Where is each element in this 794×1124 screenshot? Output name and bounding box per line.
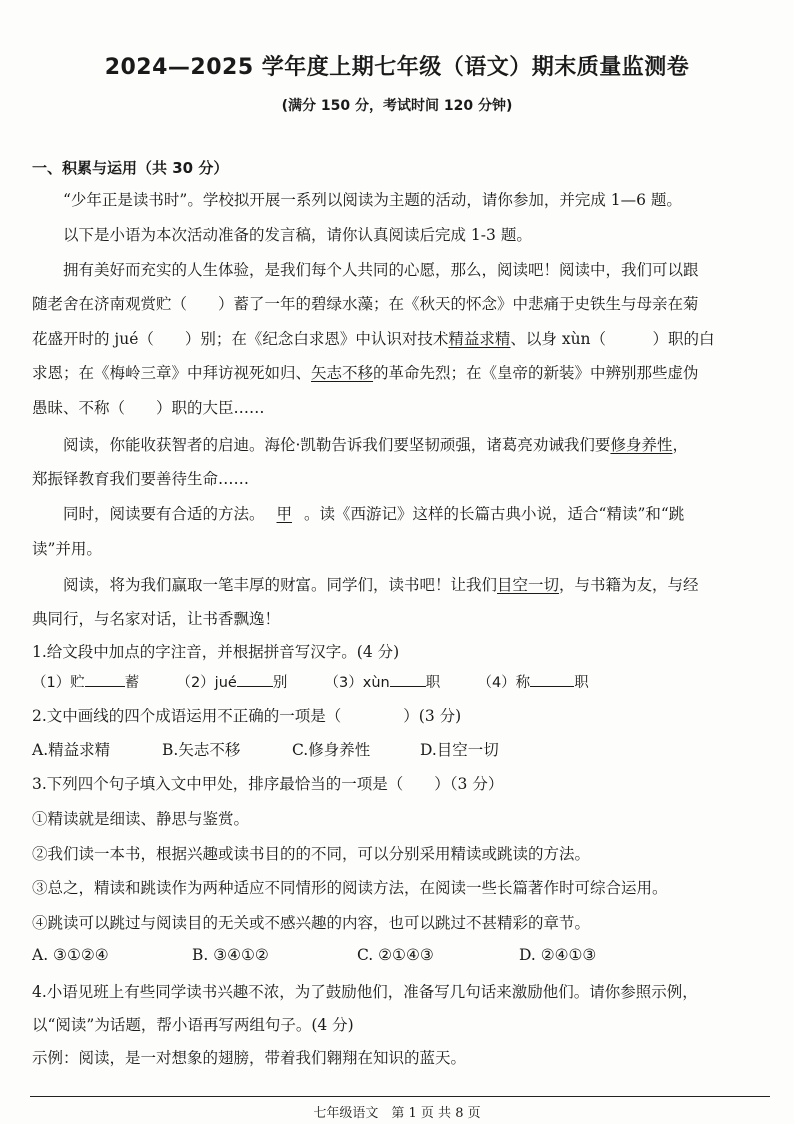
q1-item-2-tail: 别 <box>272 675 288 691</box>
passage-text: 的革命先烈；在《皇帝的新装》中辨别那些虚伪 <box>373 364 699 382</box>
passage-text: 、以身 xùn（ ）职的白 <box>510 330 715 348</box>
passage-text: 。读《西游记》这样的长篇古典小说，适合“精读”和“跳 <box>304 505 685 523</box>
q3-sentence-4: ④跳读可以跳过与阅读目的无关或不感兴趣的内容，也可以跳过不甚精彩的章节。 <box>32 914 591 932</box>
q2-option-b[interactable]: B.矢志不移 <box>162 741 241 759</box>
q1-item-4-label: （4）称 <box>477 675 531 691</box>
question-1-stem: 1.给文段中加点的字注音，并根据拼音写汉字。(4 分) <box>32 643 400 661</box>
passage-p3-line-1 <box>32 504 794 524</box>
q2-option-c[interactable]: C.修身养性 <box>292 741 371 759</box>
passage-text: 阅读，将为我们赢取一笔丰厚的财富。同学们，读书吧！让我们 <box>63 576 498 594</box>
q3-option-c[interactable]: C. ②①④③ <box>357 946 434 964</box>
question-2-stem: 2.文中画线的四个成语运用不正确的一项是（ ）(3 分) <box>32 707 462 725</box>
q2-option-d[interactable]: D.目空一切 <box>420 741 499 759</box>
idiom-underlined-3: 修身养性 <box>610 436 673 454</box>
q1-item-1-label: （1）贮 <box>32 675 85 691</box>
q3-sentence-1: ①精读就是细读、静思与鉴赏。 <box>32 810 250 828</box>
question-2-options <box>32 740 772 760</box>
question-4-line-1: 4.小语见班上有些同学读书兴趣不浓，为了鼓励他们，准备写几句话来激励他们。请你参照示例， <box>32 983 698 1001</box>
q3-sentence-2: ②我们读一本书，根据兴趣或读书目的的不同，可以分别采用精读或跳读的方法。 <box>32 845 591 863</box>
passage-p1-line-1: 拥有美好而充实的人生体验，是我们每个人共同的心愿，那么，阅读吧！阅读中，我们可以跟 <box>63 261 699 279</box>
intro-line-2: 以下是小语为本次活动准备的发言稿，请你认真阅读后完成 1-3 题。 <box>63 226 532 244</box>
idiom-underlined-4: 目空一切 <box>497 576 560 594</box>
question-4-line-2: 以“阅读”为话题，帮小语再写两组句子。(4 分) <box>32 1016 354 1034</box>
passage-p3-line-2: 读”并用。 <box>32 540 102 558</box>
q1-item-2-label: （2）jué <box>176 675 237 691</box>
passage-p4-line-2: 典同行，与名家对话，让书香飘逸！ <box>32 610 281 628</box>
answer-blank[interactable] <box>85 672 125 687</box>
q3-option-a[interactable]: A. ③①②④ <box>32 946 109 964</box>
passage-p1-line-2: 随老舍在济南观赏贮（ ）蓄了一年的碧绿水藻；在《秋天的怀念》中悲痛于史铁生与母亲在菊 <box>32 295 699 313</box>
passage-text: 求恩；在《梅岭三章》中拜访视死如归、 <box>32 364 312 382</box>
q3-option-d[interactable]: D. ②④①③ <box>519 946 597 964</box>
q3-sentence-3: ③总之，精读和跳读作为两种适应不同情形的阅读方法，在阅读一些长篇著作时可综合运用。 <box>32 879 668 897</box>
passage-text: 阅读，你能收获智者的启迪。海伦·凯勒告诉我们要坚韧顽强，诸葛亮劝诫我们要 <box>63 436 611 454</box>
blank-jia: 甲 <box>276 505 293 523</box>
idiom-underlined-1: 精益求精 <box>448 330 511 348</box>
answer-blank[interactable] <box>390 672 426 687</box>
passage-p1-line-4 <box>32 363 772 383</box>
q1-item-3-tail: 职 <box>425 675 441 691</box>
q1-item-4-tail: 职 <box>574 675 589 691</box>
passage-text: ，与书籍为友，与经 <box>559 576 699 594</box>
passage-p1-line-3 <box>32 329 772 349</box>
passage-p2-line-1 <box>32 435 794 455</box>
q3-option-b[interactable]: B. ③④①② <box>192 946 269 964</box>
question-3-stem: 3.下列四个句子填入文中甲处，排序最恰当的一项是（ ）（3 分） <box>32 775 504 793</box>
passage-text: 花盛开时的 jué（ ）别；在《纪念白求恩》中认识对技术 <box>32 330 449 348</box>
page-footer: 七年级语文 第 1 页 共 8 页 <box>313 1106 481 1121</box>
exam-subtitle: (满分 150 分，考试时间 120 分钟) <box>281 98 513 114</box>
exam-title: 2024—2025 学年度上期七年级（语文）期末质量监测卷 <box>104 55 690 80</box>
passage-p4-line-1 <box>32 575 794 595</box>
passage-text: 同时，阅读要有合适的方法。 <box>63 505 265 523</box>
passage-p1-line-5: 愚昧、不称（ ）职的大臣…… <box>32 399 265 417</box>
intro-line-1: “少年正是读书时”。学校拟开展一系列以阅读为主题的活动，请你参加，并完成 1—6 题。 <box>63 191 682 209</box>
question-4-example: 示例：阅读，是一对想象的翅膀，带着我们翱翔在知识的蓝天。 <box>32 1049 467 1067</box>
section-heading: 一、积累与运用（共 30 分） <box>32 159 229 177</box>
passage-text: ， <box>672 436 688 454</box>
question-3-options <box>32 945 772 965</box>
q1-item-3-label: （3）xùn <box>324 675 390 691</box>
answer-blank[interactable] <box>237 672 273 687</box>
idiom-underlined-2: 矢志不移 <box>311 364 374 382</box>
footer-divider <box>30 1096 770 1097</box>
q1-item-1-tail: 蓄 <box>124 675 140 691</box>
answer-blank[interactable] <box>530 672 574 687</box>
q2-option-a[interactable]: A.精益求精 <box>32 741 111 759</box>
question-1-items <box>32 672 772 693</box>
passage-p2-line-2: 郑振铎教育我们要善待生命…… <box>32 470 250 488</box>
